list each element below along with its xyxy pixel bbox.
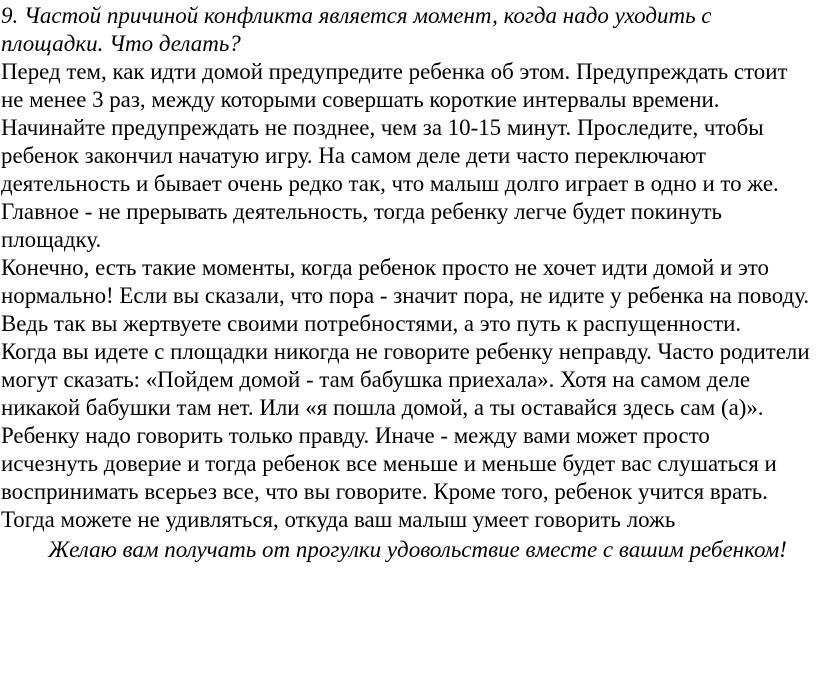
paragraph-tell-truth: Когда вы идете с площадки никогда не говорите ребенку неправду. Часто родители могут сказать: «Пойдем домой - там бабушка приехала». Хотя на самом деле никакой бабушки там нет. Или «я пошла домой, а ты оставайся здесь сам (а)». Ребенку надо говорить только правду. Иначе - между вами может просто исчезнуть доверие и тогда ребенок все меньше и меньше будет вас слушаться и воспринимать всерьез все, что вы говорите. Кроме того, ребенок учится врать. Тогда можете не удивляться, откуда ваш малыш умеет говорить ложь (1, 339, 810, 532)
section-heading: 9. Частой причиной конфликта является момент, когда надо уходить с площадки. Что делать? (1, 3, 712, 56)
paragraph-child-refuses: Конечно, есть такие моменты, когда ребенок просто не хочет идти домой и это нормально! Если вы сказали, что пора - значит пора, не идите у ребенка на поводу. Ведь так вы жертвуете своими потребностями, а это путь к распущенности. (1, 255, 810, 336)
closing-wish: Желаю вам получать от прогулки удовольствие вместе с вашим ребенком! (48, 537, 787, 562)
paragraph-warning-before-leaving: Перед тем, как идти домой предупредите ребенка об этом. Предупреждать стоит не менее 3 раз, между которыми совершать короткие интервалы времени. Начинайте предупреждать не позднее, чем за 10-15 минут. Проследите, чтобы ребенок закончил начатую игру. На самом деле дети часто переключают деятельность и бывает очень редко так, что малыш долго играет в одно и то же. Главное - не прерывать деятельность, тогда ребенку легче будет покинуть площадку. (1, 59, 788, 252)
